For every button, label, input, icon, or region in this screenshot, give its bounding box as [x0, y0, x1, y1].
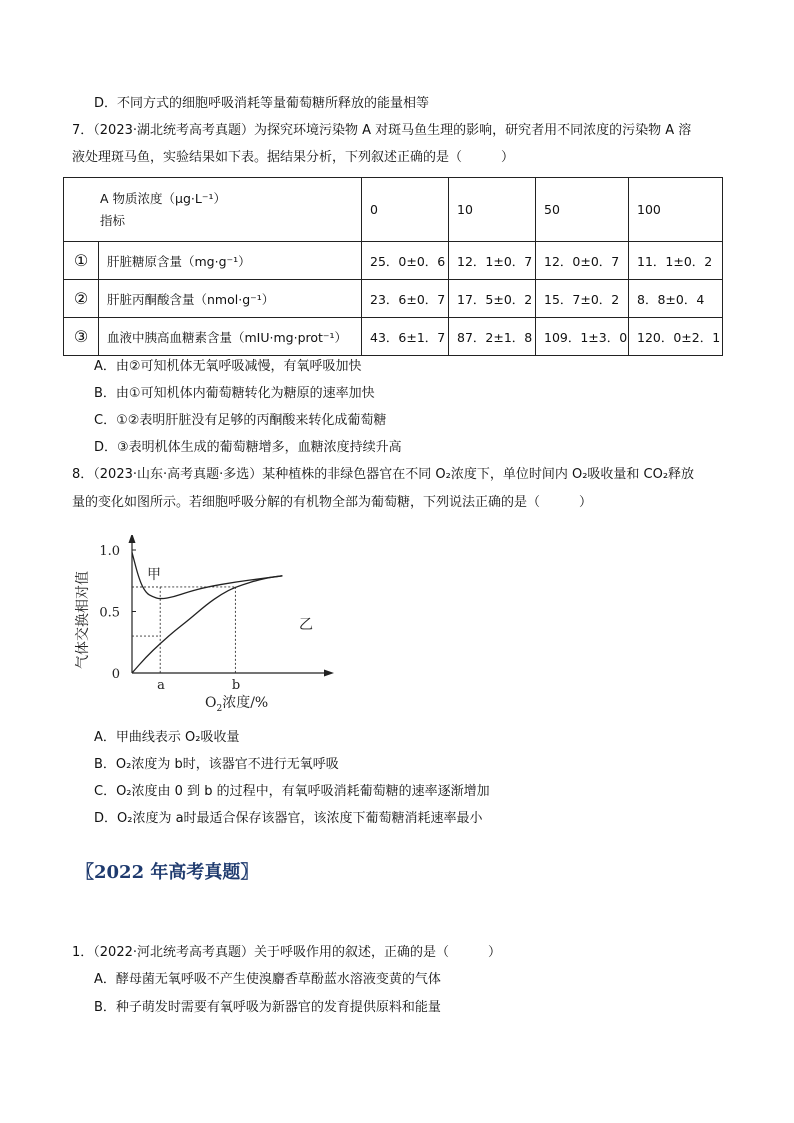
table-cell: 23．6±0．7	[362, 280, 449, 318]
table-cell: 11．1±0．2	[629, 242, 723, 280]
table-header-row	[64, 178, 723, 242]
x-axis-label-rest: 浓度/%	[222, 695, 269, 711]
q7-option-a: A．由②可知机体无氧呼吸减慢，有氧呼吸加快	[94, 359, 362, 374]
table-cell: 25．0±0．6	[362, 242, 449, 280]
row-label: 肝脏糖原含量（mg·g⁻¹）	[99, 242, 362, 280]
q7-data-table	[63, 177, 723, 356]
x-axis-label-sub: 2	[216, 704, 223, 714]
table-cell: 120．0±2．1	[629, 318, 723, 356]
q7-stem-line2: 液处理斑马鱼，实验结果如下表。据结果分析，下列叙述正确的是（ ）	[72, 150, 515, 165]
table-cell: 109．1±3．0	[536, 318, 629, 356]
y-tick-label: 1.0	[99, 544, 120, 559]
prev-option-d: D．不同方式的细胞呼吸消耗等量葡萄糖所释放的能量相等	[94, 96, 430, 111]
q8-option-d: D．O₂浓度为 a时最适合保存该器官，该浓度下葡萄糖消耗速率最小	[94, 811, 483, 826]
q8-option-a: A．甲曲线表示 O₂吸收量	[94, 730, 240, 745]
section-title-2022: 〖2022 年高考真题〗	[76, 862, 259, 883]
y-tick-label: 0.5	[99, 605, 120, 621]
row-label: 血液中胰高血糖素含量（mIU·mg·prot⁻¹）	[99, 318, 362, 356]
y-axis-label: 气体交换相对值	[75, 571, 91, 669]
y-tick-label: 0	[111, 667, 120, 682]
q8-option-c: C．O₂浓度由 0 到 b 的过程中，有氧呼吸消耗葡萄糖的速率逐渐增加	[94, 784, 490, 799]
q7-option-d: D．③表明机体生成的葡萄糖增多，血糖浓度持续升高	[94, 440, 402, 455]
curve-yi	[132, 576, 282, 673]
x-axis-arrow	[324, 670, 334, 677]
y-axis-arrow	[129, 535, 136, 543]
x-axis-label	[205, 694, 268, 714]
col-header-10: 10	[449, 178, 536, 242]
row-number: ②	[64, 280, 99, 318]
q7-option-c: C．①②表明肝脏没有足够的丙酮酸来转化成葡萄糖	[94, 413, 387, 428]
row-label: 肝脏丙酮酸含量（nmol·g⁻¹）	[99, 280, 362, 318]
q1-option-a: A．酵母菌无氧呼吸不产生使溴麝香草酚蓝水溶液变黄的气体	[94, 972, 441, 987]
q8-stem-line2: 量的变化如图所示。若细胞呼吸分解的有机物全部为葡萄糖，下列说法正确的是（ ）	[72, 495, 593, 510]
table-cell: 87．2±1．8	[449, 318, 536, 356]
q8-stem-line1: 8．（2023·山东·高考真题·多选）某种植株的非绿色器官在不同 O₂浓度下，单位时间内 O₂吸收量和 CO₂释放	[72, 467, 695, 482]
table-row	[64, 280, 723, 318]
table-cell: 8．8±0．4	[629, 280, 723, 318]
q1-option-b: B．种子萌发时需要有氧呼吸为新器官的发育提供原料和能量	[94, 1000, 441, 1015]
table-row	[64, 318, 723, 356]
x-tick-a: a	[157, 678, 165, 693]
q8-option-b: B．O₂浓度为 b时，该器官不进行无氧呼吸	[94, 757, 339, 772]
table-row	[64, 242, 723, 280]
table-cell: 17．5±0．2	[449, 280, 536, 318]
table-cell: 15．7±0．2	[536, 280, 629, 318]
gas-exchange-chart	[70, 535, 340, 715]
table-cell: 12．0±0．7	[536, 242, 629, 280]
col-header-50: 50	[536, 178, 629, 242]
q7-option-b: B．由①可知机体内葡萄糖转化为糖原的速率加快	[94, 386, 375, 401]
table-cell: 12．1±0．7	[449, 242, 536, 280]
row-number: ①	[64, 242, 99, 280]
col-header-100: 100	[629, 178, 723, 242]
q1-stem: 1．（2022·河北统考高考真题）关于呼吸作用的叙述，正确的是（ ）	[72, 945, 501, 960]
x-axis-label-main: O	[205, 695, 217, 711]
series-label-jia: 甲	[147, 567, 161, 583]
col-header-0: 0	[362, 178, 449, 242]
series-label-yi: 乙	[299, 617, 313, 633]
row-number: ③	[64, 318, 99, 356]
x-tick-b: b	[231, 678, 241, 693]
q7-stem-line1: 7．（2023·湖北统考高考真题）为探究环境污染物 A 对斑马鱼生理的影响，研究者用不同浓度的污染物 A 溶	[72, 123, 692, 138]
table-cell: 43．6±1．7	[362, 318, 449, 356]
header-concentration: A 物质浓度（μg·L⁻¹）	[100, 190, 226, 206]
table-header-cell	[64, 178, 362, 242]
header-indicator: 指标	[100, 212, 126, 228]
